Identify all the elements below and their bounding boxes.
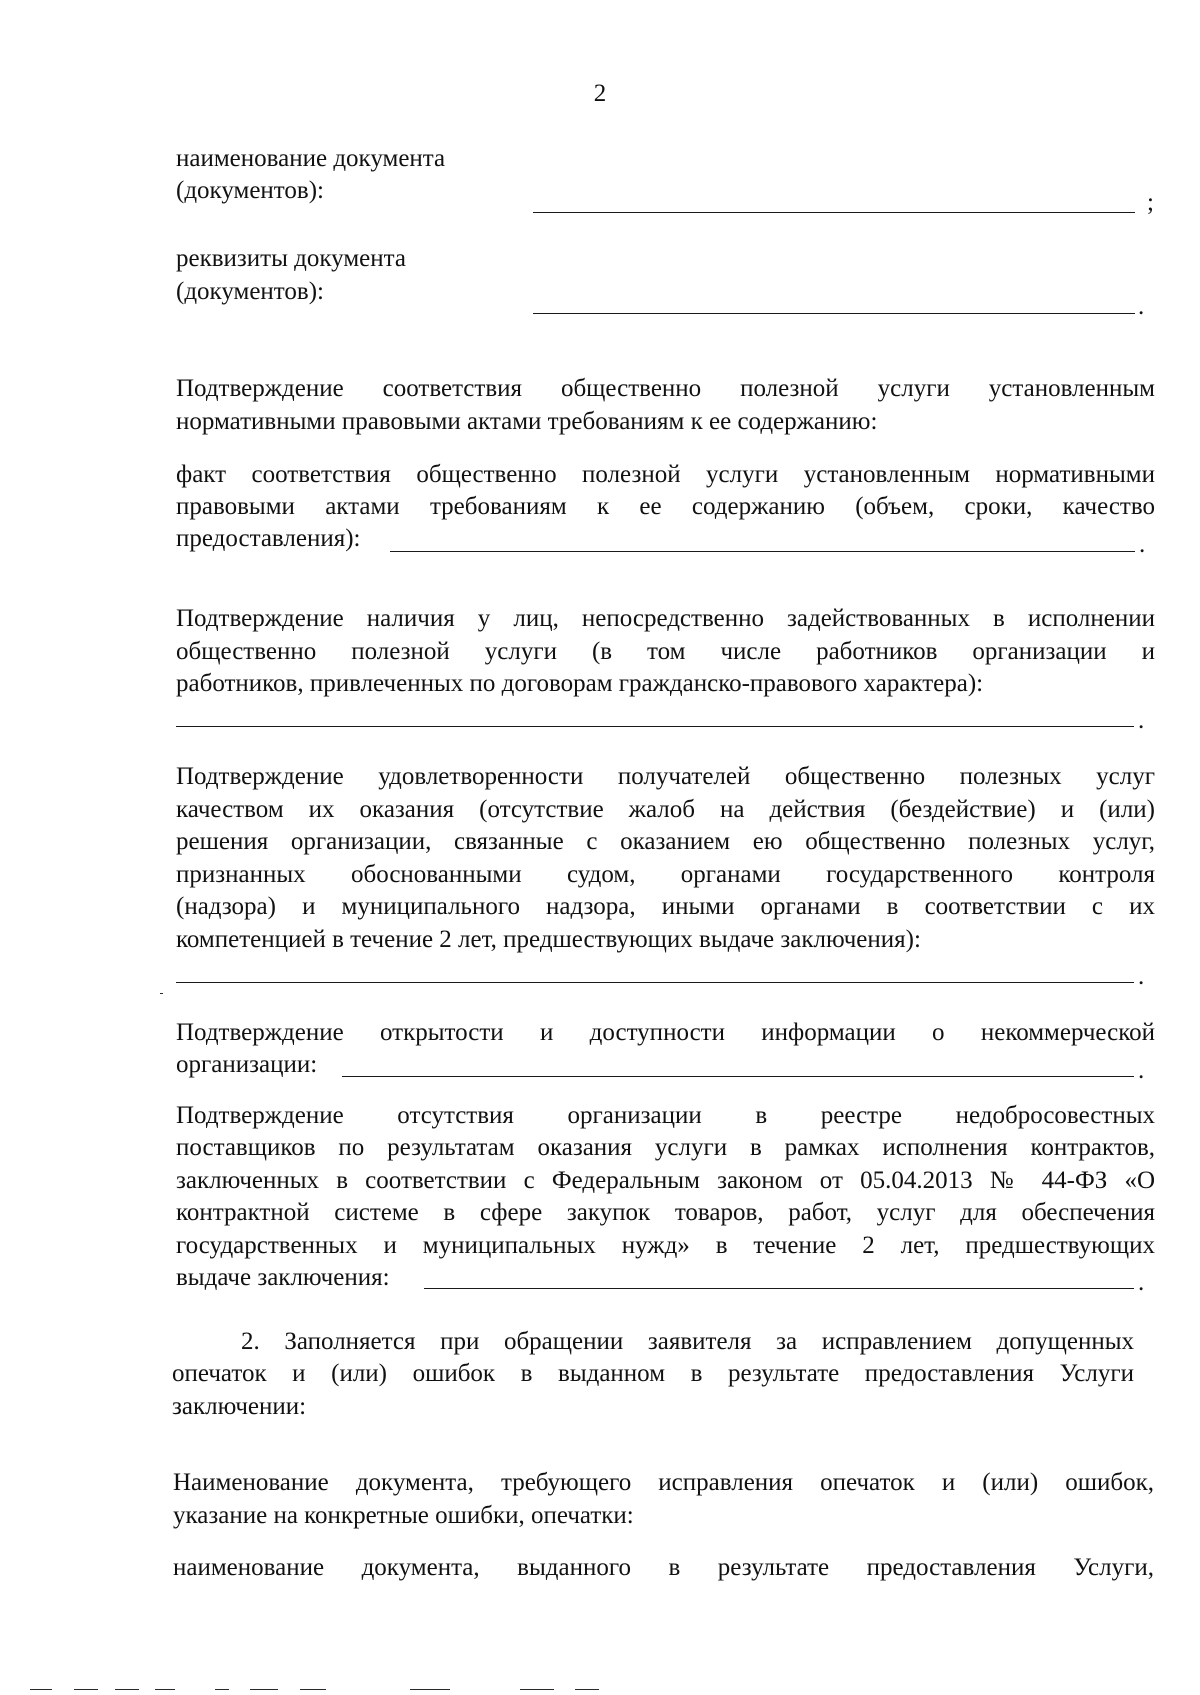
satisfaction-end-mark: . <box>1138 963 1145 990</box>
scan-artifact <box>155 1689 175 1690</box>
scan-artifact <box>74 1689 98 1690</box>
doc-details-label-line1: реквизиты документа <box>176 245 406 272</box>
satisfaction-line1: Подтверждение удовлетворенности получателей общественно полезных услуг <box>176 763 1155 790</box>
registry-line2: поставщиков по результатам оказания услуги в рамках исполнения контрактов, <box>176 1134 1155 1161</box>
doc-name-end-mark: ; <box>1147 189 1154 216</box>
scan-artifact <box>575 1689 599 1690</box>
scan-artifact <box>115 1689 139 1690</box>
scan-artifact <box>300 1689 326 1690</box>
persons-line3: работников, привлеченных по договорам гражданско-правового характера): <box>176 670 984 697</box>
registry-line4: контрактной системе в сфере закупок товаров, работ, услуг для обеспечения <box>176 1199 1155 1226</box>
scan-artifact <box>520 1689 554 1690</box>
openness-end-mark: . <box>1138 1057 1145 1084</box>
persons-line2: общественно полезной услуги (в том числе работников организации и <box>176 638 1155 665</box>
scan-artifact <box>215 1689 229 1690</box>
doc-details-blank-line <box>533 313 1135 314</box>
scan-artifact <box>30 1689 52 1690</box>
conformity-heading-line2: нормативными правовыми актами требованиям к ее содержанию: <box>176 408 878 435</box>
openness-line2: организации: <box>176 1051 318 1078</box>
registry-blank-line <box>424 1288 1134 1289</box>
doc-details-end-mark: . <box>1138 293 1145 320</box>
section2-item-line3: заключении: <box>172 1393 307 1420</box>
satisfaction-blank-line <box>176 982 1134 983</box>
conformity-heading-line1: Подтверждение соответствия общественно полезной услуги установленным <box>176 375 1155 402</box>
persons-blank-line <box>176 726 1134 727</box>
registry-line3: заключенных в соответствии с Федеральным законом от 05.04.2013 № 44-ФЗ «О <box>176 1167 1155 1194</box>
registry-end-mark: . <box>1138 1269 1145 1296</box>
satisfaction-line4: признанных обоснованными судом, органами государственного контроля <box>176 861 1155 888</box>
doc-name-label-line2: (документов): <box>176 177 324 204</box>
persons-line1: Подтверждение наличия у лиц, непосредственно задействованных в исполнении <box>176 605 1155 632</box>
doc-name-blank-line <box>533 212 1135 213</box>
satisfaction-line6: компетенцией в течение 2 лет, предшествующих выдаче заключения): <box>176 926 921 953</box>
openness-line1: Подтверждение открытости и доступности информации о некоммерческой <box>176 1019 1155 1046</box>
registry-line5: государственных и муниципальных нужд» в течение 2 лет, предшествующих <box>176 1232 1155 1259</box>
scan-dot <box>160 993 163 994</box>
section2-item-line2: опечаток и (или) ошибок в выданном в результате предоставления Услуги <box>172 1360 1134 1387</box>
scan-artifact <box>410 1689 450 1690</box>
doc-details-label-line2: (документов): <box>176 278 324 305</box>
fact-line2: правовыми актами требованиям к ее содержанию (объем, сроки, качество <box>176 493 1155 520</box>
fact-end-mark: . <box>1139 531 1146 558</box>
satisfaction-line3: решения организации, связанные с оказанием ею общественно полезных услуг, <box>176 828 1155 855</box>
registry-line1: Подтверждение отсутствия организации в реестре недобросовестных <box>176 1102 1155 1129</box>
doc-name-label-line1: наименование документа <box>176 145 446 172</box>
fact-line1: факт соответствия общественно полезной услуги установленным нормативными <box>176 461 1155 488</box>
errors-heading-line2: указание на конкретные ошибки, опечатки: <box>173 1502 634 1529</box>
issued-doc-line1: наименование документа, выданного в результате предоставления Услуги, <box>173 1554 1154 1581</box>
persons-end-mark: . <box>1138 707 1145 734</box>
scan-artifact <box>250 1689 278 1690</box>
openness-blank-line <box>342 1076 1134 1077</box>
page-number: 2 <box>593 80 607 107</box>
fact-line3: предоставления): <box>176 525 361 552</box>
satisfaction-line5: (надзора) и муниципального надзора, иными органами в соответствии с их <box>176 893 1155 920</box>
section2-item-line1: 2. Заполняется при обращении заявителя за исправлением допущенных <box>241 1328 1134 1355</box>
errors-heading-line1: Наименование документа, требующего исправления опечаток и (или) ошибок, <box>173 1469 1154 1496</box>
satisfaction-line2: качеством их оказания (отсутствие жалоб на действия (бездействие) и (или) <box>176 796 1155 823</box>
registry-line6: выдаче заключения: <box>176 1264 390 1291</box>
fact-blank-line <box>390 551 1135 552</box>
